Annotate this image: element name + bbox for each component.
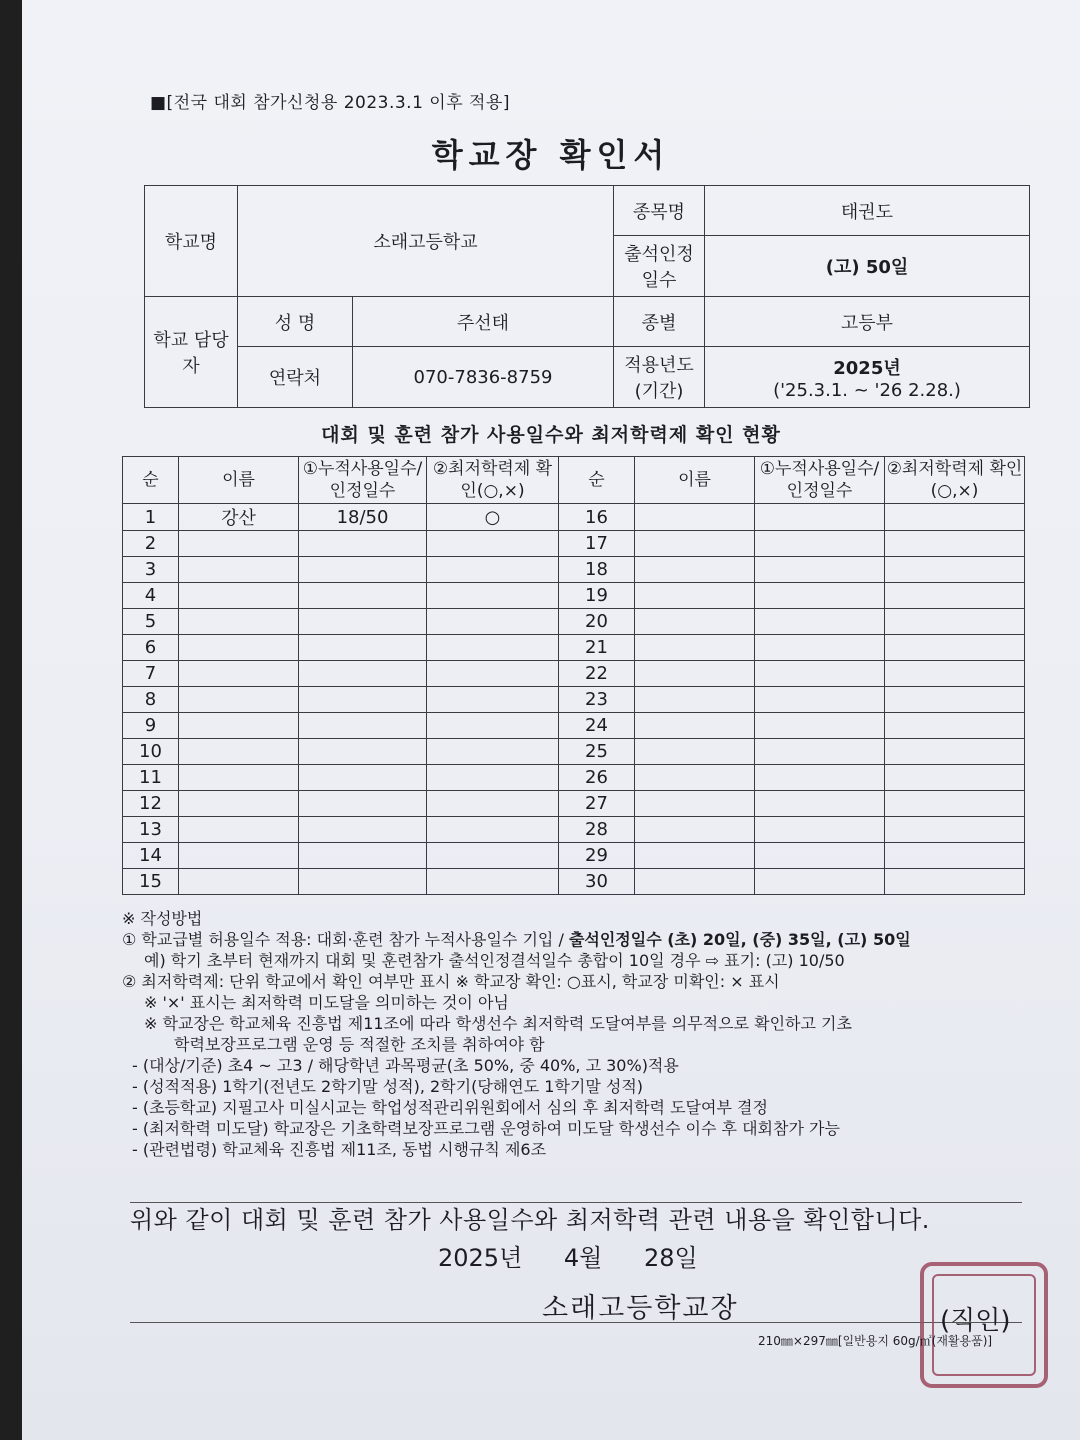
academic-check-2 xyxy=(885,739,1025,765)
student-name-2 xyxy=(635,791,755,817)
row-number-2: 21 xyxy=(559,635,635,661)
row-number: 8 xyxy=(123,687,179,713)
division-label: 종별 xyxy=(614,297,705,347)
note-1-example: 예) 학기 초부터 현재까지 대회 및 훈련참가 출석인정결석일수 총합이 10일 경우 ⇨ 표기: (고) 10/50 xyxy=(144,951,845,970)
row-number: 12 xyxy=(123,791,179,817)
student-name-2 xyxy=(635,635,755,661)
used-days xyxy=(299,765,427,791)
used-days: 18/50 xyxy=(299,504,427,531)
note-2-sub-1: ※ '×' 표시는 최저학력 미도달을 의미하는 것이 아님 xyxy=(144,993,509,1012)
used-days xyxy=(299,817,427,843)
contact-person-label: 학교 담당자 xyxy=(145,297,238,408)
roster-title: 대회 및 훈련 참가 사용일수와 최저학력제 확인 현황 xyxy=(321,424,781,446)
confirmation-statement: 위와 같이 대회 및 훈련 참가 사용일수와 최저학력 관련 내용을 확인합니다. xyxy=(130,1206,930,1234)
used-days xyxy=(299,869,427,895)
school-name-label: 학교명 xyxy=(145,186,238,297)
academic-check-2 xyxy=(885,869,1025,895)
row-number-2: 27 xyxy=(559,791,635,817)
note-2: ② 최저학력제: 단위 학교에서 확인 여부만 표시 ※ 학교장 확인: ○표시, 학교장 미확인: × 표시 xyxy=(122,972,780,991)
row-number: 13 xyxy=(123,817,179,843)
phone-value: 070-7836-8759 xyxy=(353,347,614,408)
note-legal: - (관련법령) 학교체육 진흥법 제11조, 동법 시행규칙 제6조 xyxy=(132,1140,547,1159)
row-number-2: 23 xyxy=(559,687,635,713)
row-number: 3 xyxy=(123,557,179,583)
academic-check: ○ xyxy=(427,504,559,531)
table-row xyxy=(123,504,1025,531)
phone-label: 연락처 xyxy=(238,347,353,408)
used-days-2 xyxy=(755,843,885,869)
used-days xyxy=(299,583,427,609)
issue-date xyxy=(438,1238,732,1273)
table-row xyxy=(123,583,1025,609)
used-days xyxy=(299,791,427,817)
row-number-2: 16 xyxy=(559,504,635,531)
academic-check xyxy=(427,687,559,713)
roster-header-row xyxy=(123,457,1025,504)
table-row xyxy=(123,635,1025,661)
row-number-2: 28 xyxy=(559,817,635,843)
used-days xyxy=(299,661,427,687)
academic-check-2 xyxy=(885,635,1025,661)
used-days xyxy=(299,713,427,739)
header-days-2: ①누적사용일수/인정일수 xyxy=(755,457,885,504)
year-period: ('25.3.1. ~ '26 2.28.) xyxy=(773,379,961,401)
used-days xyxy=(299,843,427,869)
used-days-2 xyxy=(755,869,885,895)
form-notice: ■[전국 대회 참가신청용 2023.3.1 이후 적용] xyxy=(150,93,511,113)
academic-check-2 xyxy=(885,531,1025,557)
academic-check-2 xyxy=(885,687,1025,713)
header-no: 순 xyxy=(123,457,179,504)
student-name xyxy=(179,765,299,791)
student-name-2 xyxy=(635,504,755,531)
academic-check xyxy=(427,869,559,895)
bottom-divider xyxy=(130,1322,1022,1323)
academic-check-2 xyxy=(885,765,1025,791)
table-row xyxy=(123,557,1025,583)
academic-check xyxy=(427,791,559,817)
used-days xyxy=(299,739,427,765)
row-number-2: 18 xyxy=(559,557,635,583)
header-no-2: 순 xyxy=(559,457,635,504)
note-target: - (대상/기준) 초4 ~ 고3 / 해당학년 과목평균(초 50%, 중 40%, 고 30%)적용 xyxy=(132,1056,679,1075)
academic-check xyxy=(427,713,559,739)
year-label: 적용년도 (기간) xyxy=(614,347,705,408)
row-number: 15 xyxy=(123,869,179,895)
row-number: 14 xyxy=(123,843,179,869)
division-value: 고등부 xyxy=(705,297,1030,347)
student-name xyxy=(179,713,299,739)
document-page xyxy=(22,0,1080,1440)
row-number-2: 30 xyxy=(559,869,635,895)
used-days-2 xyxy=(755,713,885,739)
used-days xyxy=(299,531,427,557)
student-name xyxy=(179,843,299,869)
student-name-2 xyxy=(635,739,755,765)
year-text: 2025년 xyxy=(833,357,901,379)
table-row xyxy=(123,843,1025,869)
table-row xyxy=(123,739,1025,765)
academic-check-2 xyxy=(885,713,1025,739)
instructions xyxy=(122,908,1032,1160)
note-1 xyxy=(122,929,1032,950)
table-row xyxy=(123,661,1025,687)
sport-label: 종목명 xyxy=(614,186,705,236)
student-name-2 xyxy=(635,687,755,713)
header-check: ②최저학력제 확인(○,×) xyxy=(427,457,559,504)
used-days xyxy=(299,557,427,583)
note-2-sub-2: ※ 학교장은 학교체육 진흥법 제11조에 따라 학생선수 최저학력 도달여부를 의무적으로 확인하고 기초 xyxy=(144,1014,852,1033)
table-row xyxy=(123,817,1025,843)
note-elementary: - (초등학교) 지필고사 미실시교는 학업성적관리위원회에서 심의 후 최저학력 도달여부 결정 xyxy=(132,1098,768,1117)
used-days-2 xyxy=(755,609,885,635)
row-number-2: 25 xyxy=(559,739,635,765)
principal-title: 소래고등학교장 xyxy=(542,1293,739,1324)
table-row xyxy=(123,713,1025,739)
school-name-value: 소래고등학교 xyxy=(238,186,614,297)
used-days-2 xyxy=(755,817,885,843)
note-below-standard: - (최저학력 미도달) 학교장은 기초학력보장프로그램 운영하여 미도달 학생선수 이수 후 대회참가 가능 xyxy=(132,1119,840,1138)
school-info-table xyxy=(144,185,1030,408)
student-name xyxy=(179,583,299,609)
student-name-2 xyxy=(635,531,755,557)
student-name xyxy=(179,687,299,713)
row-number-2: 26 xyxy=(559,765,635,791)
academic-check xyxy=(427,609,559,635)
row-number: 9 xyxy=(123,713,179,739)
student-name xyxy=(179,739,299,765)
used-days-2 xyxy=(755,583,885,609)
used-days xyxy=(299,609,427,635)
academic-check-2 xyxy=(885,661,1025,687)
student-name-2 xyxy=(635,609,755,635)
header-name: 이름 xyxy=(179,457,299,504)
table-row xyxy=(123,531,1025,557)
student-name xyxy=(179,531,299,557)
academic-check xyxy=(427,739,559,765)
row-number: 5 xyxy=(123,609,179,635)
academic-check-2 xyxy=(885,817,1025,843)
row-number: 1 xyxy=(123,504,179,531)
academic-check-2 xyxy=(885,504,1025,531)
student-name xyxy=(179,869,299,895)
paper-spec: 210㎜×297㎜[일반용지 60g/㎡(재활용품)] xyxy=(758,1334,993,1348)
row-number: 7 xyxy=(123,661,179,687)
note-2-sub-2-cont: 학력보장프로그램 운영 등 적절한 조치를 취하여야 함 xyxy=(174,1035,545,1054)
header-name-2: 이름 xyxy=(635,457,755,504)
student-name xyxy=(179,557,299,583)
sport-value: 태권도 xyxy=(705,186,1030,236)
row-number-2: 20 xyxy=(559,609,635,635)
student-name xyxy=(179,791,299,817)
row-number: 10 xyxy=(123,739,179,765)
row-number-2: 24 xyxy=(559,713,635,739)
academic-check xyxy=(427,661,559,687)
instructions-title: ※ 작성방법 xyxy=(122,909,203,928)
seal-label: (직인) xyxy=(940,1306,1011,1336)
date-month: 4월 xyxy=(563,1244,603,1272)
student-name: 강산 xyxy=(179,504,299,531)
used-days-2 xyxy=(755,687,885,713)
academic-check xyxy=(427,843,559,869)
header-days: ①누적사용일수/인정일수 xyxy=(299,457,427,504)
row-number-2: 19 xyxy=(559,583,635,609)
row-number-2: 29 xyxy=(559,843,635,869)
student-name xyxy=(179,661,299,687)
table-row xyxy=(123,791,1025,817)
roster-table xyxy=(122,456,1025,895)
student-name xyxy=(179,609,299,635)
note-grades: - (성적적용) 1학기(전년도 2학기말 성적), 2학기(당해연도 1학기말 성적) xyxy=(132,1077,644,1096)
attendance-days-value: (고) 50일 xyxy=(705,236,1030,297)
academic-check xyxy=(427,635,559,661)
person-name-value: 주선태 xyxy=(353,297,614,347)
student-name-2 xyxy=(635,765,755,791)
academic-check-2 xyxy=(885,583,1025,609)
table-row xyxy=(123,687,1025,713)
academic-check-2 xyxy=(885,557,1025,583)
row-number: 2 xyxy=(123,531,179,557)
row-number: 4 xyxy=(123,583,179,609)
student-name xyxy=(179,817,299,843)
table-row xyxy=(123,765,1025,791)
academic-check-2 xyxy=(885,609,1025,635)
academic-check xyxy=(427,557,559,583)
document-title: 학교장 확인서 xyxy=(431,136,671,174)
student-name-2 xyxy=(635,713,755,739)
student-name-2 xyxy=(635,843,755,869)
used-days-2 xyxy=(755,661,885,687)
row-number: 6 xyxy=(123,635,179,661)
table-row xyxy=(123,609,1025,635)
attendance-days-label: 출석인정 일수 xyxy=(614,236,705,297)
used-days-2 xyxy=(755,557,885,583)
used-days-2 xyxy=(755,739,885,765)
note-1-text: ① 학교급별 허용일수 적용: 대회·훈련 참가 누적사용일수 기입 / xyxy=(122,930,569,949)
academic-check xyxy=(427,583,559,609)
academic-check xyxy=(427,817,559,843)
student-name-2 xyxy=(635,869,755,895)
date-year: 2025년 xyxy=(438,1244,523,1272)
academic-check xyxy=(427,531,559,557)
used-days-2 xyxy=(755,765,885,791)
row-number-2: 22 xyxy=(559,661,635,687)
used-days-2 xyxy=(755,504,885,531)
table-row xyxy=(123,869,1025,895)
used-days xyxy=(299,635,427,661)
used-days-2 xyxy=(755,635,885,661)
academic-check-2 xyxy=(885,843,1025,869)
date-day: 28일 xyxy=(644,1244,698,1272)
note-1-bold: 출석인정일수 (초) 20일, (중) 35일, (고) 50일 xyxy=(568,930,911,949)
person-name-label: 성 명 xyxy=(238,297,353,347)
used-days-2 xyxy=(755,531,885,557)
student-name-2 xyxy=(635,661,755,687)
year-value xyxy=(705,347,1030,408)
academic-check xyxy=(427,765,559,791)
student-name xyxy=(179,635,299,661)
student-name-2 xyxy=(635,817,755,843)
student-name-2 xyxy=(635,557,755,583)
used-days-2 xyxy=(755,791,885,817)
student-name-2 xyxy=(635,583,755,609)
row-number-2: 17 xyxy=(559,531,635,557)
used-days xyxy=(299,687,427,713)
header-check-2: ②최저학력제 확인(○,×) xyxy=(885,457,1025,504)
academic-check-2 xyxy=(885,791,1025,817)
row-number: 11 xyxy=(123,765,179,791)
